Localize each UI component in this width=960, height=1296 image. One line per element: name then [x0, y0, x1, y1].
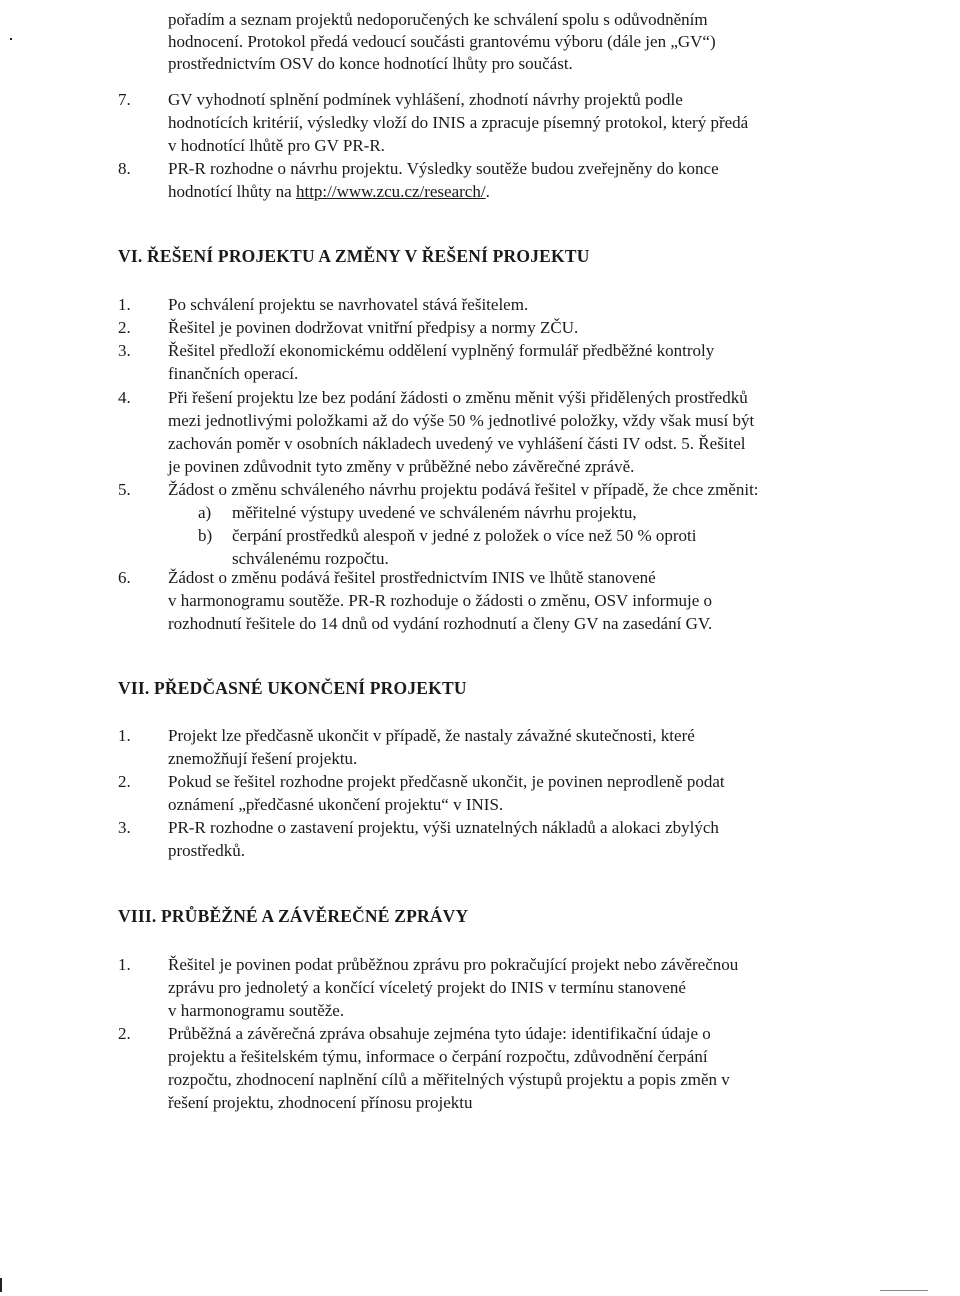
item-number: 6. — [118, 568, 131, 587]
item-number: 8. — [118, 159, 131, 178]
section-heading: VII. PŘEDČASNÉ UKONČENÍ PROJEKTU — [118, 678, 467, 698]
scan-edge-mark — [0, 1278, 2, 1292]
research-link[interactable]: http://www.zcu.cz/research/ — [295, 182, 486, 201]
text-line: Žádost o změnu podává řešitel prostřednictvím INIS ve lhůtě stanovené — [168, 568, 656, 587]
sublist-label: b) — [198, 526, 213, 545]
text-line: řešení projektu, zhodnocení přínosu projektu — [168, 1093, 473, 1112]
text-span: . — [485, 182, 490, 201]
section-heading: VIII. PRŮBĚŽNÉ A ZÁVĚREČNÉ ZPRÁVY — [118, 906, 469, 926]
text-line: čerpání prostředků alespoň v jedné z položek o více než 50 % oproti — [232, 526, 697, 545]
text-line: Řešitel předloží ekonomickému oddělení vyplněný formulář předběžné kontroly — [168, 341, 715, 360]
text-line: GV vyhodnotí splnění podmínek vyhlášení, zhodnotí návrhy projektů podle — [168, 90, 683, 109]
text-line: PR-R rozhodne o návrhu projektu. Výsledky soutěže budou zveřejněny do konce — [168, 159, 719, 178]
section-heading: VI. ŘEŠENÍ PROJEKTU A ZMĚNY V ŘEŠENÍ PROJEKTU — [118, 246, 590, 266]
item-number: 1. — [118, 955, 131, 974]
text-line: je povinen zdůvodnit tyto změny v průběžné nebo závěrečné zprávě. — [168, 457, 635, 476]
text-line: Po schválení projektu se navrhovatel stává řešitelem. — [168, 295, 529, 314]
item-number: 1. — [118, 295, 131, 314]
text-line: projektu a řešitelském týmu, informace o čerpání rozpočtu, zdůvodnění čerpání — [168, 1047, 708, 1066]
text-line: PR-R rozhodne o zastavení projektu, výši uznatelných nákladů a alokaci zbylých — [168, 818, 719, 837]
text-line: prostřednictvím OSV do konce hodnotící lhůty pro součást. — [168, 54, 573, 73]
text-line: v hodnotící lhůtě pro GV PR-R. — [168, 136, 385, 155]
item-number: 2. — [118, 772, 131, 791]
text-line: Pokud se řešitel rozhodne projekt předčasně ukončit, je povinen neprodleně podat — [168, 772, 725, 791]
item-number: 1. — [118, 726, 131, 745]
text-line: měřitelné výstupy uvedené ve schváleném návrhu projektu, — [232, 503, 637, 522]
text-line: Řešitel je povinen dodržovat vnitřní předpisy a normy ZČU. — [168, 318, 579, 337]
item-number: 5. — [118, 480, 131, 499]
sublist-label: a) — [198, 503, 212, 522]
scan-edge-mark — [880, 1290, 928, 1291]
text-line: oznámení „předčasné ukončení projektu“ v INIS. — [168, 795, 504, 814]
text-line: hodnocení. Protokol předá vedoucí součásti grantovému výboru (dále jen „GV“) — [168, 32, 716, 51]
text-span: hodnotící lhůty na — [168, 182, 296, 201]
text-line: znemožňují řešení projektu. — [168, 749, 358, 768]
text-line — [168, 180, 858, 203]
item-number: 7. — [118, 90, 131, 109]
item-number: 2. — [118, 1024, 131, 1043]
text-line: schválenému rozpočtu. — [232, 549, 389, 568]
scan-speck — [10, 38, 12, 40]
text-line: rozhodnutí řešitele do 14 dnů od vydání rozhodnutí a členy GV na zasedání GV. — [168, 614, 713, 633]
text-line: Řešitel je povinen podat průběžnou zprávu pro pokračující projekt nebo závěrečnou — [168, 955, 739, 974]
text-line: finančních operací. — [168, 364, 299, 383]
item-number: 2. — [118, 318, 131, 337]
text-line: zprávu pro jednoletý a končící víceletý projekt do INIS v termínu stanovené — [168, 978, 686, 997]
text-line: mezi jednotlivými položkami až do výše 50 % jednotlivé položky, vždy však musí být — [168, 411, 755, 430]
text-line: rozpočtu, zhodnocení naplnění cílů a měřitelných výstupů projektu a popis změn v — [168, 1070, 730, 1089]
text-line: v harmonogramu soutěže. PR-R rozhoduje o žádosti o změnu, OSV informuje o — [168, 591, 713, 610]
text-line: hodnotících kritérií, výsledky vloží do INIS a zpracuje písemný protokol, který předá — [168, 113, 749, 132]
text-line: zachován poměr v osobních nákladech uvedený ve vyhlášení části IV odst. 5. Řešitel — [168, 434, 746, 453]
item-number: 4. — [118, 388, 131, 407]
item-number: 3. — [118, 341, 131, 360]
text-line: Při řešení projektu lze bez podání žádosti o změnu měnit výši přidělených prostředků — [168, 388, 748, 407]
text-line: Projekt lze předčasně ukončit v případě, že nastaly závažné skutečnosti, které — [168, 726, 695, 745]
text-line: Žádost o změnu schváleného návrhu projektu podává řešitel v případě, že chce změnit: — [168, 480, 759, 499]
text-line: v harmonogramu soutěže. — [168, 1001, 345, 1020]
text-line: prostředků. — [168, 841, 245, 860]
item-number: 3. — [118, 818, 131, 837]
text-line: Průběžná a závěrečná zpráva obsahuje zejména tyto údaje: identifikační údaje o — [168, 1024, 711, 1043]
sublist — [168, 501, 858, 571]
text-line: pořadím a seznam projektů nedoporučených ke schválení spolu s odůvodněním — [168, 10, 708, 29]
